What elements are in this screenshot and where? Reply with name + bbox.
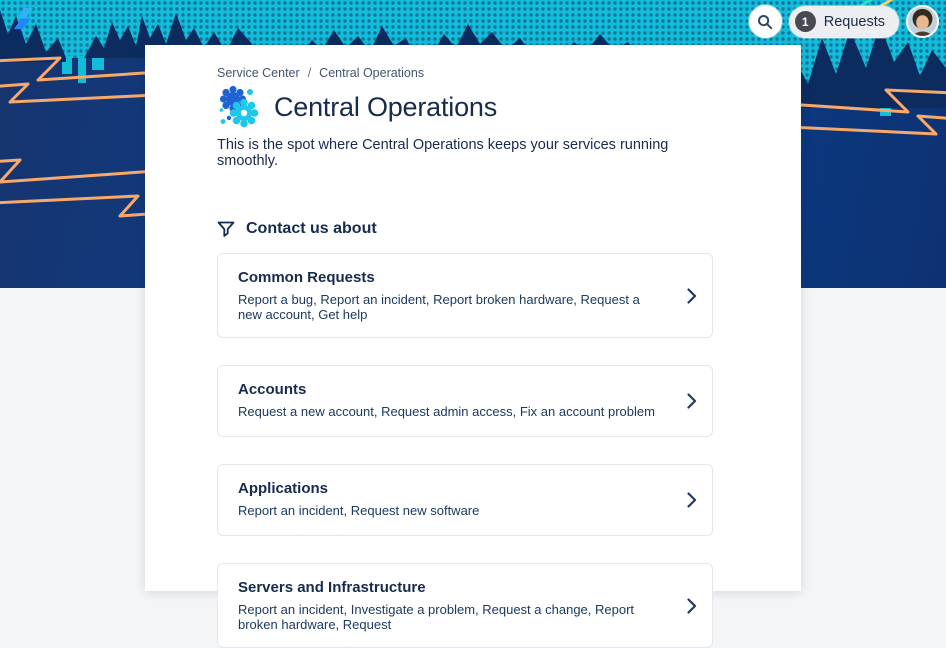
category-description: Report a bug, Report an incident, Report broken hardware, Request a new account, Get help (238, 292, 640, 322)
chevron-right-icon (687, 598, 697, 614)
category-card-applications[interactable] (217, 464, 713, 536)
service-desk-logo-icon[interactable] (10, 5, 37, 32)
category-title: Common Requests (238, 269, 375, 286)
category-card-common-requests[interactable] (217, 253, 713, 338)
category-list (217, 253, 713, 648)
contact-section-heading (217, 220, 713, 238)
user-avatar (908, 7, 937, 36)
chevron-right-icon (687, 492, 697, 508)
category-card-servers-infrastructure[interactable] (217, 563, 713, 648)
category-description: Report an incident, Investigate a problem, Request a change, Report broken hardware, Request (238, 602, 635, 632)
search-icon (757, 14, 773, 30)
contact-section-label: Contact us about (246, 220, 377, 237)
category-title: Accounts (238, 381, 307, 398)
page-subtitle: This is the spot where Central Operations keeps your services running smoothly. (217, 137, 669, 169)
category-description: Report an incident, Request new software (238, 503, 480, 518)
chevron-right-icon (687, 288, 697, 304)
category-title: Applications (238, 480, 329, 497)
requests-label: Requests (823, 13, 885, 30)
category-title: Servers and Infrastructure (238, 579, 426, 596)
portal-main-card (145, 45, 801, 632)
requests-button[interactable] (789, 6, 899, 38)
portal-header (217, 85, 713, 129)
project-logo-icon (217, 85, 261, 129)
breadcrumb-service-center[interactable]: Service Center (217, 66, 300, 80)
filter-funnel-icon (217, 221, 235, 238)
breadcrumb-separator: / (307, 66, 312, 80)
avatar-button[interactable] (906, 5, 939, 38)
page-title: Central Operations (274, 91, 498, 122)
chevron-right-icon (687, 393, 697, 409)
topbar (749, 5, 939, 38)
breadcrumb (217, 66, 713, 80)
category-card-accounts[interactable] (217, 365, 713, 437)
requests-count-badge: 1 (795, 11, 816, 32)
breadcrumb-central-operations[interactable]: Central Operations (319, 66, 425, 80)
category-description: Request a new account, Request admin access, Fix an account problem (238, 404, 655, 419)
search-button[interactable] (749, 5, 782, 38)
